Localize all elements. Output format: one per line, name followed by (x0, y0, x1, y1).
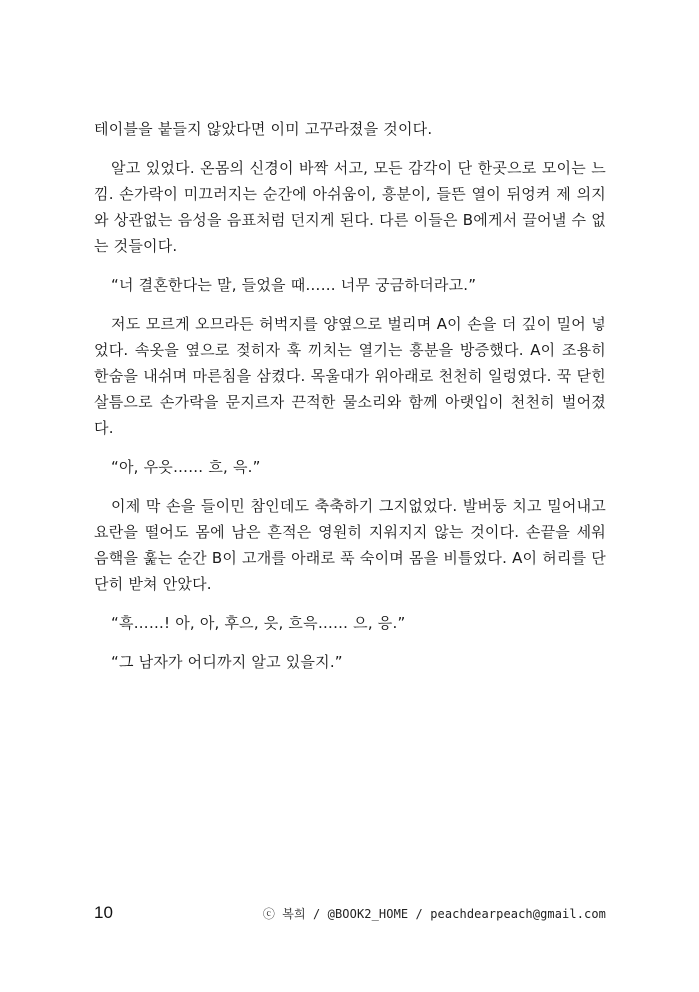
page-footer (94, 901, 606, 925)
paragraph: 테이블을 붙들지 않았다면 이미 고꾸라졌을 것이다. (94, 120, 433, 138)
paragraph: 저도 모르게 오므라든 허벅지를 양옆으로 벌리며 A이 손을 더 깊이 밀어 넣었다. 속옷을 옆으로 젖히자 훅 끼치는 열기는 흥분을 방증했다. A이 조용히 한숨을 내쉬며 마른침을 삼켰다. 목울대가 위아래로 천천히 일렁였다. 꾹 닫힌 살틈으로 손가락을 문지르자 끈적한 물소리와 함께 아랫입이 천천히 벌어졌다. (94, 315, 606, 437)
dialogue-line: “아, 우읏…… 흐, 윽.” (111, 458, 261, 476)
paragraph: 알고 있었다. 온몸의 신경이 바짝 서고, 모든 감각이 단 한곳으로 모이는 느낌. 손가락이 미끄러지는 순간에 아쉬움이, 흥분이, 들뜬 열이 뒤엉켜 제 의지와 상관없는 음성을 음표처럼 던지게 된다. 다른 이들은 B에게서 끌어낼 수 없는 것들이다. (94, 159, 606, 255)
paragraph: 이제 막 손을 들이민 참인데도 축축하기 그지없었다. 발버둥 치고 밀어내고 요란을 떨어도 몸에 남은 흔적은 영원히 지워지지 않는 것이다. 손끝을 세워 음핵을 훑는 순간 B이 고개를 아래로 푹 숙이며 몸을 비틀었다. A이 허리를 단단히 받쳐 안았다. (94, 497, 606, 593)
copyright-credit: ⓒ 복희 / @BOOK2_HOME / peachdearpeach@gmail.com (262, 906, 606, 921)
dialogue-line: “흑……! 아, 아, 후으, 읏, 흐윽…… 으, 응.” (111, 614, 406, 632)
page-number: 10 (94, 903, 113, 922)
body-text (94, 116, 606, 688)
dialogue-line: “그 남자가 어디까지 알고 있을지.” (111, 653, 343, 671)
dialogue-line: “너 결혼한다는 말, 들었을 때…… 너무 궁금하더라고.” (111, 276, 477, 294)
